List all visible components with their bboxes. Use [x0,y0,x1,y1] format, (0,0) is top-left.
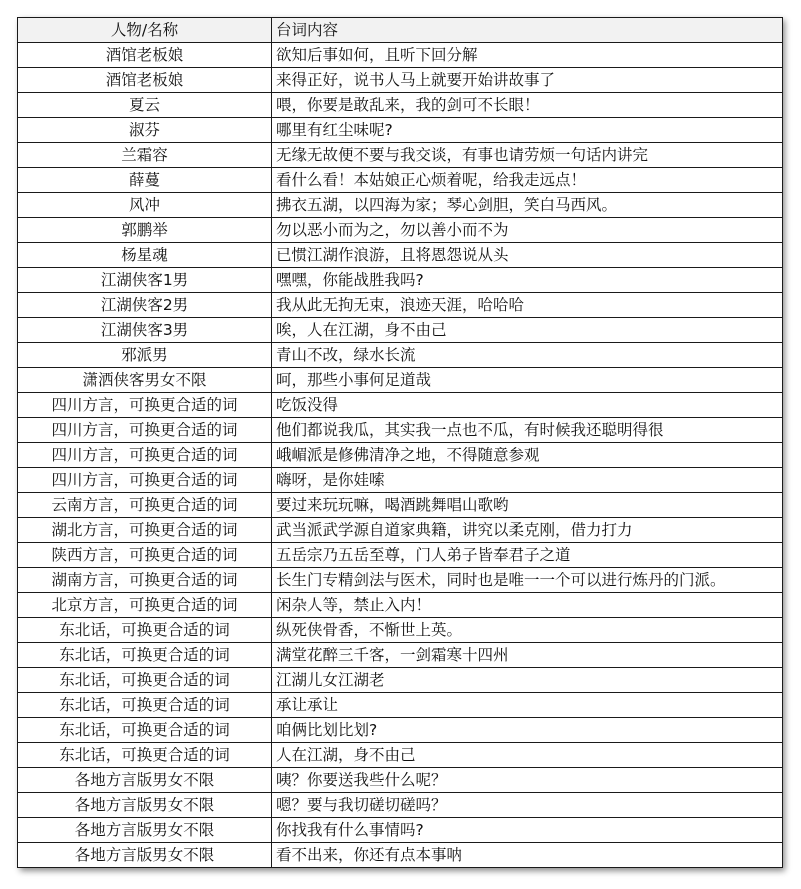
dialogue-cell: 来得正好，说书人马上就要开始讲故事了 [272,68,783,93]
header-dialogue: 台词内容 [272,18,783,43]
dialogue-cell: 无缘无故便不要与我交谈，有事也请劳烦一句话内讲完 [272,143,783,168]
table-row [18,818,783,843]
character-cell: 东北话，可换更合适的词 [18,668,272,693]
dialogue-cell: 他们都说我瓜，其实我一点也不瓜，有时候我还聪明得很 [272,418,783,443]
character-cell: 夏云 [18,93,272,118]
dialogue-cell: 江湖儿女江湖老 [272,668,783,693]
character-cell: 江湖侠客2男 [18,293,272,318]
dialogue-sheet [17,17,782,868]
dialogue-cell: 嘿嘿，你能战胜我吗? [272,268,783,293]
table-row [18,293,783,318]
table-row [18,568,783,593]
dialogue-cell: 纵死侠骨香，不惭世上英。 [272,618,783,643]
dialogue-cell: 武当派武学源自道家典籍，讲究以柔克刚，借力打力 [272,518,783,543]
character-cell: 湖南方言，可换更合适的词 [18,568,272,593]
character-cell: 酒馆老板娘 [18,68,272,93]
character-cell: 东北话，可换更合适的词 [18,618,272,643]
table-row [18,393,783,418]
character-cell: 潇洒侠客男女不限 [18,368,272,393]
character-cell: 四川方言，可换更合适的词 [18,468,272,493]
character-cell: 各地方言版男女不限 [18,818,272,843]
character-cell: 东北话，可换更合适的词 [18,643,272,668]
table-row [18,268,783,293]
dialogue-cell: 哪里有红尘味呢? [272,118,783,143]
dialogue-cell: 人在江湖，身不由己 [272,743,783,768]
dialogue-cell: 咱俩比划比划? [272,718,783,743]
table-row [18,93,783,118]
character-cell: 杨星魂 [18,243,272,268]
table-row [18,193,783,218]
character-cell: 云南方言，可换更合适的词 [18,493,272,518]
dialogue-cell: 你找我有什么事情吗? [272,818,783,843]
character-cell: 各地方言版男女不限 [18,768,272,793]
table-row [18,418,783,443]
character-cell: 薛蔓 [18,168,272,193]
table-row [18,543,783,568]
table-row [18,493,783,518]
table-row [18,743,783,768]
dialogue-cell: 呵，那些小事何足道哉 [272,368,783,393]
table-row [18,668,783,693]
table-row [18,118,783,143]
table-row [18,443,783,468]
dialogue-cell: 峨嵋派是修佛清净之地，不得随意参观 [272,443,783,468]
table-row [18,693,783,718]
table-row [18,618,783,643]
table-row [18,718,783,743]
header-row [18,18,783,43]
table-row [18,318,783,343]
dialogue-cell: 欲知后事如何，且听下回分解 [272,43,783,68]
table-row [18,643,783,668]
dialogue-cell: 五岳宗乃五岳至尊，门人弟子皆奉君子之道 [272,543,783,568]
dialogue-cell: 要过来玩玩嘛，喝酒跳舞唱山歌哟 [272,493,783,518]
table-row [18,168,783,193]
table-row [18,793,783,818]
character-cell: 邪派男 [18,343,272,368]
table-row [18,43,783,68]
character-cell: 风冲 [18,193,272,218]
dialogue-cell: 咦？你要送我些什么呢？ [272,768,783,793]
character-cell: 各地方言版男女不限 [18,843,272,868]
dialogue-cell: 吃饭没得 [272,393,783,418]
dialogue-table [17,17,783,868]
character-cell: 东北话，可换更合适的词 [18,743,272,768]
character-cell: 各地方言版男女不限 [18,793,272,818]
dialogue-cell: 嗨呀，是你娃嗦 [272,468,783,493]
dialogue-cell: 唉，人在江湖，身不由己 [272,318,783,343]
character-cell: 江湖侠客3男 [18,318,272,343]
table-row [18,843,783,868]
character-cell: 东北话，可换更合适的词 [18,693,272,718]
table-row [18,218,783,243]
character-cell: 北京方言，可换更合适的词 [18,593,272,618]
dialogue-cell: 长生门专精剑法与医术，同时也是唯一一个可以进行炼丹的门派。 [272,568,783,593]
table-row [18,68,783,93]
dialogue-cell: 闲杂人等，禁止入内！ [272,593,783,618]
dialogue-cell: 青山不改，绿水长流 [272,343,783,368]
dialogue-cell: 看什么看！本姑娘正心烦着呢，给我走远点！ [272,168,783,193]
character-cell: 郭鹏举 [18,218,272,243]
character-cell: 东北话，可换更合适的词 [18,718,272,743]
header-character: 人物/名称 [18,18,272,43]
table-body [18,43,783,868]
dialogue-cell: 拂衣五湖，以四海为家；琴心剑胆，笑白马西风。 [272,193,783,218]
character-cell: 湖北方言，可换更合适的词 [18,518,272,543]
character-cell: 兰霜容 [18,143,272,168]
character-cell: 四川方言，可换更合适的词 [18,418,272,443]
table-row [18,343,783,368]
dialogue-cell: 勿以恶小而为之，勿以善小而不为 [272,218,783,243]
table-row [18,593,783,618]
dialogue-cell: 我从此无拘无束，浪迹天涯，哈哈哈 [272,293,783,318]
dialogue-cell: 已惯江湖作浪游，且将恩怨说从头 [272,243,783,268]
character-cell: 四川方言，可换更合适的词 [18,443,272,468]
dialogue-cell: 喂，你要是敢乱来，我的剑可不长眼！ [272,93,783,118]
table-row [18,518,783,543]
character-cell: 淑芬 [18,118,272,143]
dialogue-cell: 看不出来，你还有点本事呐 [272,843,783,868]
dialogue-cell: 满堂花醉三千客，一剑霜寒十四州 [272,643,783,668]
table-row [18,143,783,168]
table-row [18,468,783,493]
dialogue-cell: 嗯？要与我切磋切磋吗？ [272,793,783,818]
character-cell: 四川方言，可换更合适的词 [18,393,272,418]
table-row [18,368,783,393]
table-row [18,243,783,268]
character-cell: 江湖侠客1男 [18,268,272,293]
character-cell: 陕西方言，可换更合适的词 [18,543,272,568]
character-cell: 酒馆老板娘 [18,43,272,68]
table-row [18,768,783,793]
dialogue-cell: 承让承让 [272,693,783,718]
